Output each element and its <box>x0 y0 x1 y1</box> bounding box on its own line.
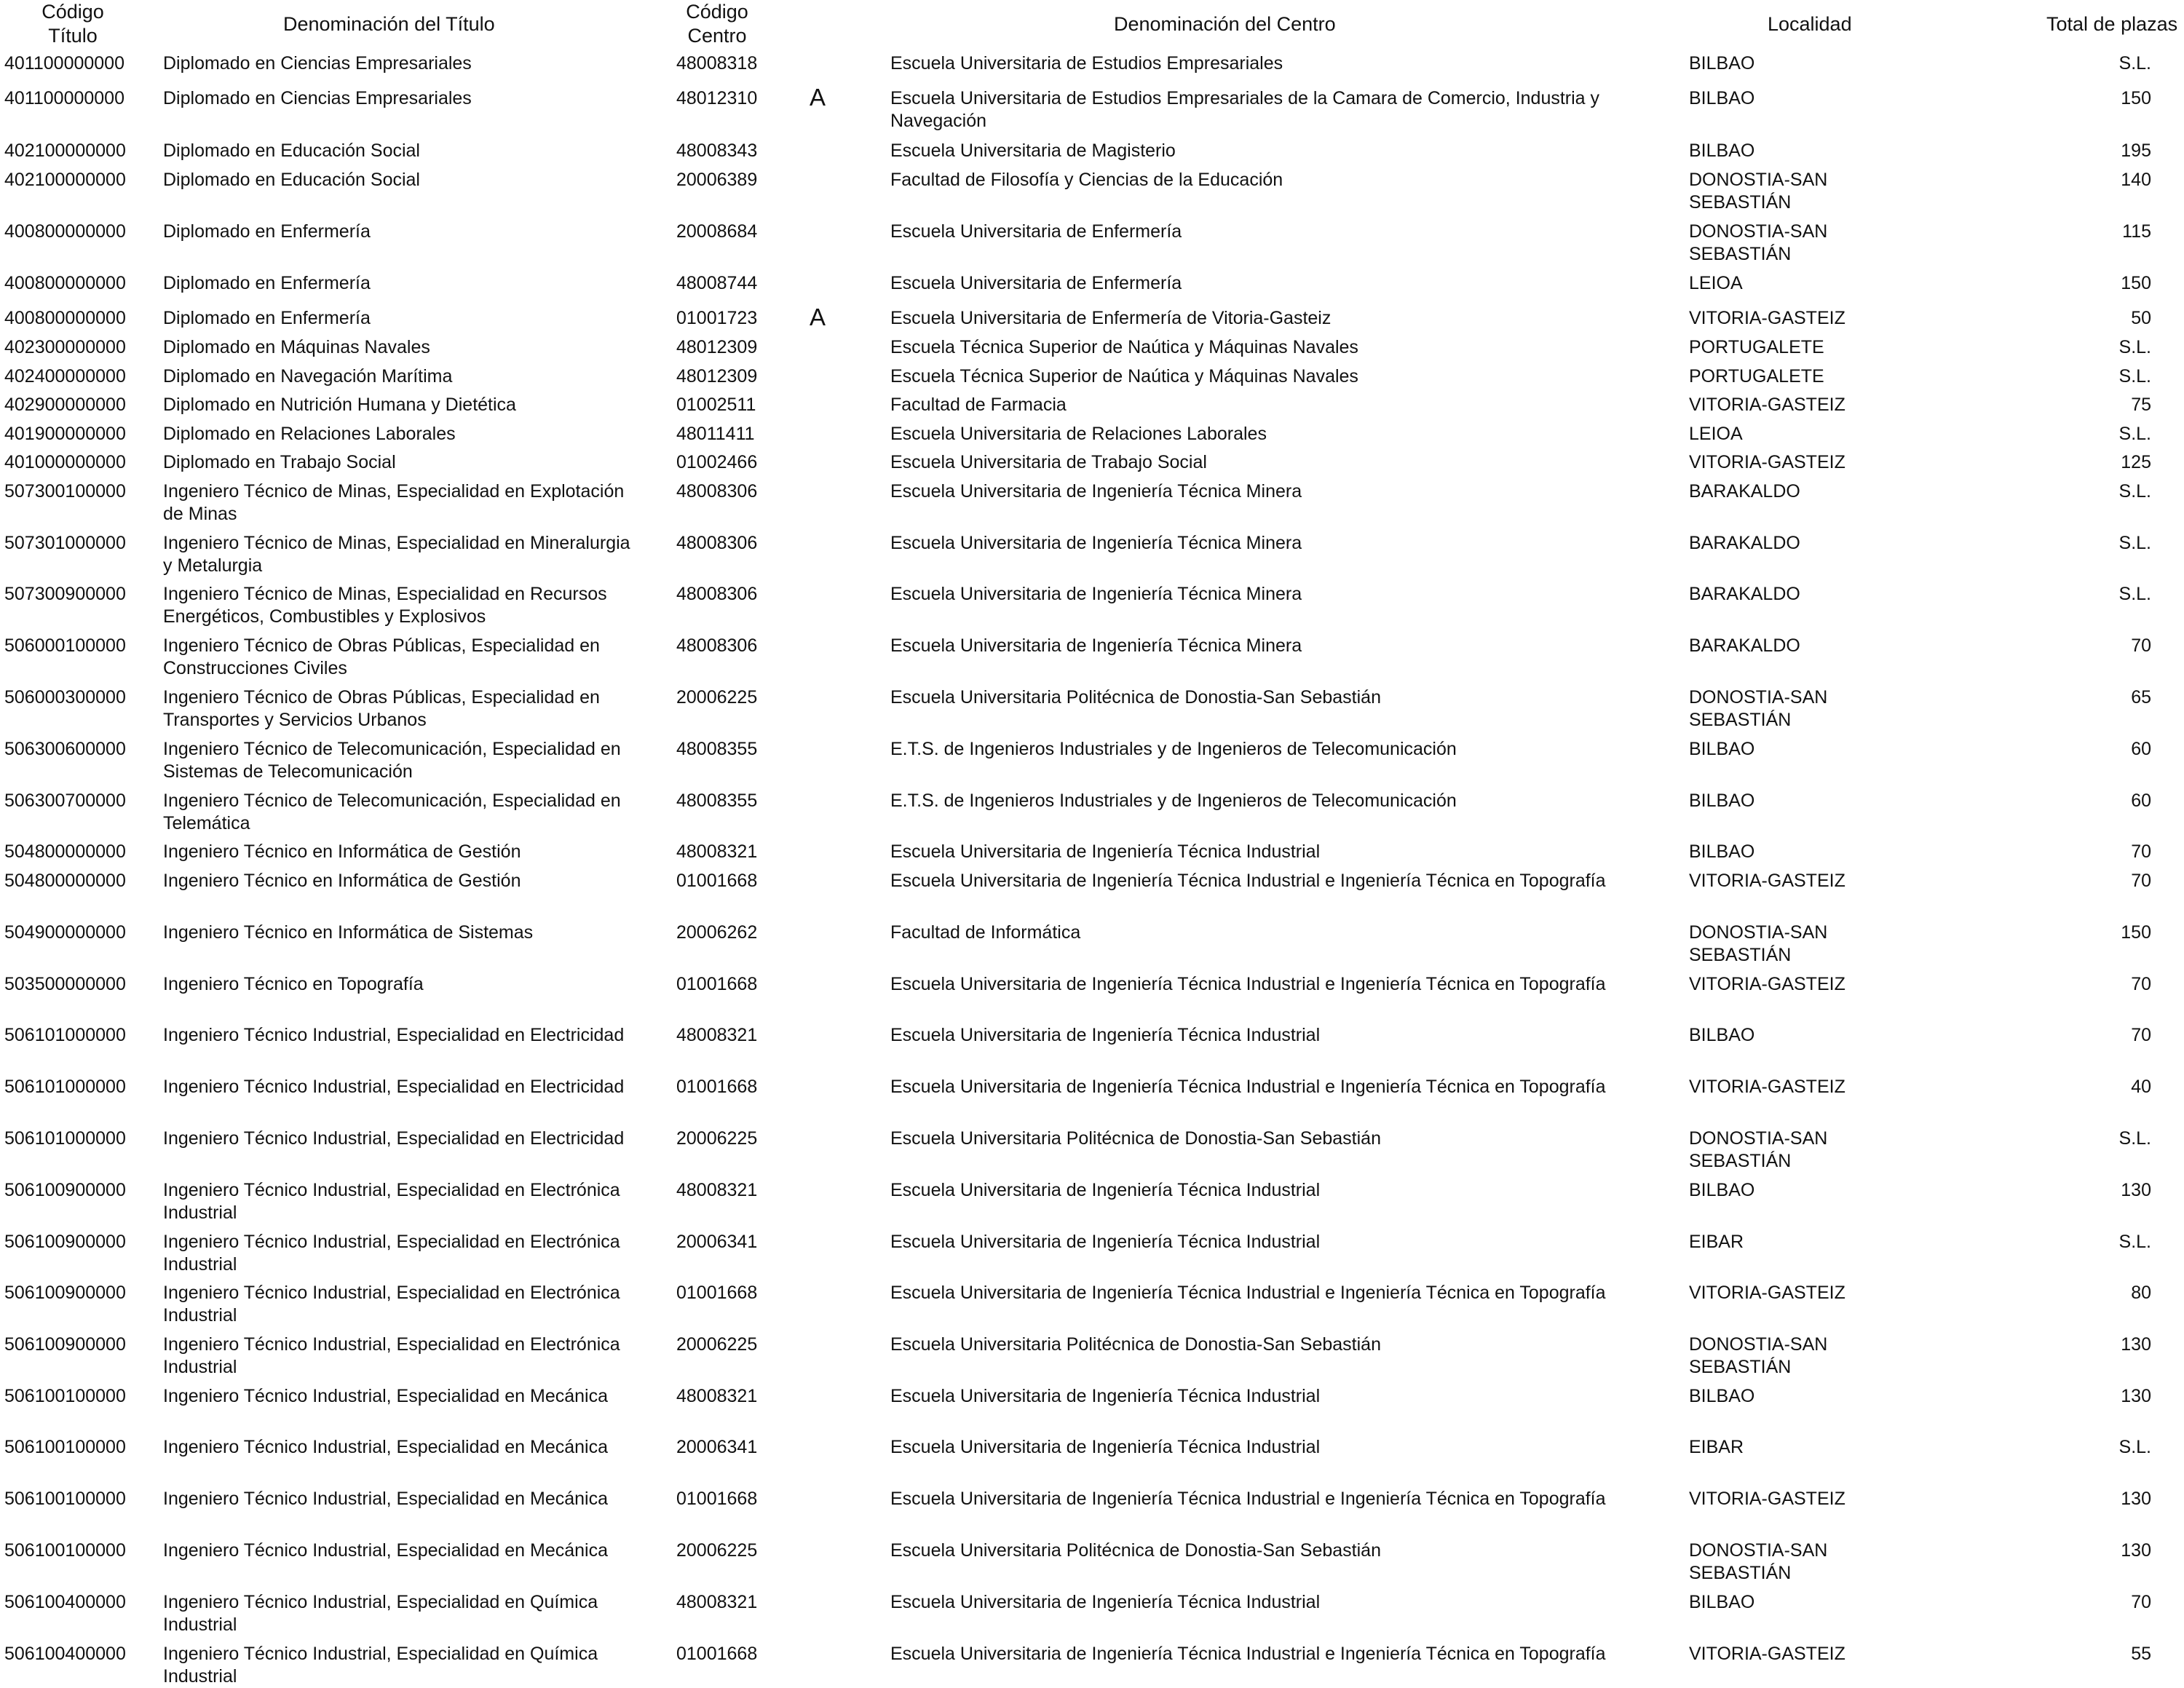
codigo-titulo-cell: 400800000000 <box>4 273 126 293</box>
denominacion-centro-cell: Escuela Universitaria de Ingeniería Técnica Industrial <box>890 1025 1321 1045</box>
codigo-centro-cell: 48008321 <box>676 1025 758 1045</box>
codigo-titulo-cell: 402300000000 <box>4 337 126 357</box>
codigo-centro-cell: 20006389 <box>676 170 758 190</box>
denominacion-titulo-cell: Diplomado en Enfermería <box>163 308 371 328</box>
denominacion-centro-cell: Escuela Universitaria de Ingeniería Técnica Minera <box>890 533 1302 553</box>
denominacion-centro-cell: Escuela Universitaria Politécnica de Donostia-San Sebastián <box>890 687 1381 708</box>
codigo-titulo-cell: 506300600000 <box>4 739 126 759</box>
denominacion-titulo-cell: Ingeniero Técnico en Informática de Gestión <box>163 841 521 862</box>
denominacion-titulo-cell: Ingeniero Técnico Industrial, Especialidad en Mecánica <box>163 1540 609 1561</box>
codigo-centro-cell: 01002466 <box>676 452 758 472</box>
localidad-cell: BILBAO <box>1689 140 1755 161</box>
codigo-titulo-cell: 506100100000 <box>4 1540 126 1561</box>
denominacion-centro-cell: Escuela Universitaria de Magisterio <box>890 140 1176 161</box>
codigo-centro-cell: 48012310 <box>676 88 758 108</box>
total-plazas-cell: 65 <box>2131 687 2151 708</box>
total-plazas-cell: 195 <box>2121 140 2151 161</box>
total-plazas-cell: 70 <box>2131 841 2151 862</box>
codigo-centro-cell: 20006225 <box>676 1540 758 1561</box>
denominacion-centro-cell: Escuela Universitaria de Ingeniería Técnica Industrial <box>890 1437 1321 1457</box>
codigo-titulo-cell: 402400000000 <box>4 366 126 387</box>
denominacion-centro-cell: Escuela Universitaria de Ingeniería Técnica Industrial e Ingeniería Técnica en Topografía <box>890 871 1606 891</box>
localidad-cell: VITORIA-GASTEIZ <box>1689 871 1845 891</box>
denominacion-centro-cell: Escuela Universitaria de Ingeniería Técnica Industrial <box>890 1180 1321 1200</box>
denominacion-centro-cell: Escuela Universitaria de Estudios Empresariales <box>890 53 1283 74</box>
codigo-centro-cell: 48008321 <box>676 1592 758 1612</box>
total-plazas-cell: 70 <box>2131 871 2151 891</box>
total-plazas-cell: S.L. <box>2118 366 2151 387</box>
codigo-titulo-cell: 401000000000 <box>4 452 126 472</box>
denominacion-centro-cell: Escuela Técnica Superior de Naútica y Máquinas Navales <box>890 337 1358 357</box>
localidad-cell: BILBAO <box>1689 841 1755 862</box>
total-plazas-cell: S.L. <box>2118 481 2151 502</box>
total-plazas-cell: 80 <box>2131 1283 2151 1303</box>
localidad-cell: BILBAO <box>1689 1025 1755 1045</box>
total-plazas-cell: 70 <box>2131 1025 2151 1045</box>
denominacion-centro-cell: Escuela Universitaria de Ingeniería Técnica Industrial e Ingeniería Técnica en Topografía <box>890 1644 1606 1664</box>
localidad-cell: BARAKALDO <box>1689 533 1800 553</box>
total-plazas-cell: 150 <box>2121 922 2151 943</box>
localidad-cell: BILBAO <box>1689 1386 1755 1406</box>
localidad-cell: LEIOA <box>1689 273 1743 293</box>
total-plazas-cell: 115 <box>2122 221 2151 242</box>
denominacion-centro-cell: Escuela Universitaria de Ingeniería Técnica Minera <box>890 584 1302 604</box>
denominacion-titulo-cell: Ingeniero Técnico Industrial, Especialidad en Electricidad <box>163 1128 625 1149</box>
denominacion-titulo-cell: Diplomado en Enfermería <box>163 221 371 242</box>
denominacion-titulo-cell: Ingeniero Técnico Industrial, Especialidad en Mecánica <box>163 1489 609 1509</box>
localidad-cell: BILBAO <box>1689 790 1755 811</box>
localidad-cell: EIBAR <box>1689 1232 1744 1252</box>
header-codigo-titulo-line1: Código <box>41 1 104 23</box>
codigo-titulo-cell: 504900000000 <box>4 922 126 943</box>
denominacion-titulo-cell: Diplomado en Trabajo Social <box>163 452 396 472</box>
total-plazas-cell: 40 <box>2131 1077 2151 1097</box>
codigo-titulo-cell: 504800000000 <box>4 841 126 862</box>
total-plazas-cell: 50 <box>2131 308 2151 328</box>
denominacion-titulo-cell: Ingeniero Técnico de Minas, Especialidad en Recursos Energéticos, Combustibles y Explosivos <box>163 584 607 627</box>
denominacion-titulo-cell: Diplomado en Máquinas Navales <box>163 337 430 357</box>
marca-cell: A <box>810 84 826 111</box>
header-codigo-centro-line2: Centro <box>687 25 747 47</box>
denominacion-titulo-cell: Ingeniero Técnico en Informática de Sistemas <box>163 922 534 943</box>
codigo-centro-cell: 01001668 <box>676 974 758 994</box>
denominacion-titulo-cell: Diplomado en Ciencias Empresariales <box>163 53 472 74</box>
denominacion-titulo-cell: Ingeniero Técnico en Topografía <box>163 974 424 994</box>
codigo-titulo-cell: 506100100000 <box>4 1489 126 1509</box>
codigo-titulo-cell: 506300700000 <box>4 790 126 811</box>
codigo-titulo-cell: 506100100000 <box>4 1386 126 1406</box>
header-codigo-titulo <box>29 0 116 48</box>
codigo-titulo-cell: 401900000000 <box>4 424 126 444</box>
localidad-cell: DONOSTIA-SAN SEBASTIÁN <box>1689 922 1828 965</box>
denominacion-centro-cell: E.T.S. de Ingenieros Industriales y de Ingenieros de Telecomunicación <box>890 739 1457 759</box>
denominacion-titulo-cell: Ingeniero Técnico Industrial, Especialidad en Química Industrial <box>163 1644 598 1687</box>
codigo-titulo-cell: 506100400000 <box>4 1592 126 1612</box>
localidad-cell: PORTUGALETE <box>1689 337 1824 357</box>
denominacion-centro-cell: Escuela Universitaria de Enfermería <box>890 221 1182 242</box>
denominacion-centro-cell: Escuela Universitaria de Relaciones Laborales <box>890 424 1267 444</box>
codigo-centro-cell: 48008318 <box>676 53 758 74</box>
denominacion-titulo-cell: Diplomado en Educación Social <box>163 140 420 161</box>
denominacion-titulo-cell: Ingeniero Técnico de Obras Públicas, Especialidad en Transportes y Servicios Urbanos <box>163 687 600 730</box>
localidad-cell: BILBAO <box>1689 88 1755 108</box>
localidad-cell: DONOSTIA-SAN SEBASTIÁN <box>1689 170 1828 213</box>
localidad-cell: VITORIA-GASTEIZ <box>1689 452 1845 472</box>
localidad-cell: DONOSTIA-SAN SEBASTIÁN <box>1689 1128 1828 1171</box>
header-codigo-titulo-line2: Título <box>48 25 98 47</box>
total-plazas-cell: S.L. <box>2118 53 2151 74</box>
codigo-titulo-cell: 507300900000 <box>4 584 126 604</box>
total-plazas-cell: S.L. <box>2118 1437 2151 1457</box>
localidad-cell: VITORIA-GASTEIZ <box>1689 308 1845 328</box>
localidad-cell: BARAKALDO <box>1689 635 1800 656</box>
total-plazas-cell: 55 <box>2131 1644 2151 1664</box>
denominacion-centro-cell: Escuela Universitaria de Ingeniería Técnica Minera <box>890 635 1302 656</box>
codigo-centro-cell: 20006341 <box>676 1437 758 1457</box>
localidad-cell: PORTUGALETE <box>1689 366 1824 387</box>
codigo-centro-cell: 01001668 <box>676 1283 758 1303</box>
codigo-titulo-cell: 506100900000 <box>4 1180 126 1200</box>
denominacion-titulo-cell: Ingeniero Técnico de Telecomunicación, Especialidad en Sistemas de Telecomunicación <box>163 739 621 782</box>
denominacion-titulo-cell: Ingeniero Técnico Industrial, Especialidad en Química Industrial <box>163 1592 598 1635</box>
denominacion-titulo-cell: Ingeniero Técnico Industrial, Especialidad en Electricidad <box>163 1025 625 1045</box>
codigo-centro-cell: 48008306 <box>676 533 758 553</box>
codigo-titulo-cell: 506101000000 <box>4 1077 126 1097</box>
localidad-cell: DONOSTIA-SAN SEBASTIÁN <box>1689 687 1828 730</box>
total-plazas-cell: 70 <box>2131 974 2151 994</box>
localidad-cell: BARAKALDO <box>1689 584 1800 604</box>
codigo-titulo-cell: 400800000000 <box>4 221 126 242</box>
codigo-centro-cell: 48008744 <box>676 273 758 293</box>
denominacion-titulo-cell: Diplomado en Enfermería <box>163 273 371 293</box>
denominacion-centro-cell: Escuela Universitaria de Ingeniería Técnica Industrial e Ingeniería Técnica en Topografía <box>890 1489 1606 1509</box>
denominacion-centro-cell: Facultad de Informática <box>890 922 1081 943</box>
denominacion-centro-cell: Facultad de Farmacia <box>890 395 1067 415</box>
denominacion-centro-cell: Escuela Universitaria de Ingeniería Técnica Minera <box>890 481 1302 502</box>
codigo-centro-cell: 48008355 <box>676 739 758 759</box>
codigo-titulo-cell: 506101000000 <box>4 1025 126 1045</box>
localidad-cell: EIBAR <box>1689 1437 1744 1457</box>
codigo-centro-cell: 01001668 <box>676 1644 758 1664</box>
header-total-plazas: Total de plazas <box>2046 13 2178 35</box>
localidad-cell: BILBAO <box>1689 53 1755 74</box>
total-plazas-cell: 130 <box>2121 1180 2151 1200</box>
denominacion-titulo-cell: Ingeniero Técnico Industrial, Especialidad en Electrónica Industrial <box>163 1180 620 1223</box>
denominacion-titulo-cell: Diplomado en Nutrición Humana y Dietética <box>163 395 516 415</box>
localidad-cell: VITORIA-GASTEIZ <box>1689 1644 1845 1664</box>
codigo-titulo-cell: 506000300000 <box>4 687 126 708</box>
codigo-centro-cell: 48008321 <box>676 1180 758 1200</box>
codigo-centro-cell: 48011411 <box>676 424 755 444</box>
localidad-cell: VITORIA-GASTEIZ <box>1689 1489 1845 1509</box>
denominacion-titulo-cell: Ingeniero Técnico de Telecomunicación, Especialidad en Telemática <box>163 790 621 833</box>
denominacion-centro-cell: Escuela Universitaria Politécnica de Donostia-San Sebastián <box>890 1540 1381 1561</box>
codigo-centro-cell: 48008321 <box>676 841 758 862</box>
codigo-centro-cell: 20006262 <box>676 922 758 943</box>
localidad-cell: DONOSTIA-SAN SEBASTIÁN <box>1689 1334 1828 1377</box>
denominacion-centro-cell: Escuela Universitaria de Ingeniería Técnica Industrial <box>890 841 1321 862</box>
codigo-titulo-cell: 506100400000 <box>4 1644 126 1664</box>
denominacion-centro-cell: Escuela Universitaria de Ingeniería Técnica Industrial <box>890 1386 1321 1406</box>
codigo-centro-cell: 20008684 <box>676 221 758 242</box>
codigo-titulo-cell: 402100000000 <box>4 140 126 161</box>
codigo-centro-cell: 01001723 <box>676 308 758 328</box>
header-denominacion-centro: Denominación del Centro <box>1114 13 1336 35</box>
header-codigo-centro <box>673 0 761 48</box>
denominacion-titulo-cell: Ingeniero Técnico Industrial, Especialidad en Electricidad <box>163 1077 625 1097</box>
total-plazas-cell: 150 <box>2121 273 2151 293</box>
total-plazas-cell: S.L. <box>2118 1128 2151 1149</box>
denominacion-centro-cell: Escuela Universitaria de Ingeniería Técnica Industrial <box>890 1232 1321 1252</box>
total-plazas-cell: 130 <box>2121 1386 2151 1406</box>
denominacion-titulo-cell: Ingeniero Técnico Industrial, Especialidad en Mecánica <box>163 1386 609 1406</box>
total-plazas-cell: S.L. <box>2118 533 2151 553</box>
total-plazas-cell: 70 <box>2131 1592 2151 1612</box>
total-plazas-cell: 130 <box>2121 1540 2151 1561</box>
codigo-centro-cell: 48008306 <box>676 635 758 656</box>
denominacion-titulo-cell: Ingeniero Técnico Industrial, Especialidad en Electrónica Industrial <box>163 1283 620 1326</box>
codigo-centro-cell: 01002511 <box>676 395 756 415</box>
codigo-titulo-cell: 402900000000 <box>4 395 126 415</box>
denominacion-centro-cell: Escuela Universitaria de Ingeniería Técnica Industrial e Ingeniería Técnica en Topografía <box>890 1077 1606 1097</box>
total-plazas-cell: 150 <box>2121 88 2151 108</box>
codigo-centro-cell: 48012309 <box>676 337 758 357</box>
codigo-titulo-cell: 506100900000 <box>4 1334 126 1355</box>
localidad-cell: BILBAO <box>1689 1180 1755 1200</box>
localidad-cell: BILBAO <box>1689 1592 1755 1612</box>
codigo-titulo-cell: 504800000000 <box>4 871 126 891</box>
total-plazas-cell: S.L. <box>2118 1232 2151 1252</box>
codigo-centro-cell: 20006225 <box>676 687 758 708</box>
denominacion-titulo-cell: Ingeniero Técnico de Minas, Especialidad en Mineralurgia y Metalurgia <box>163 533 630 576</box>
denominacion-centro-cell: Escuela Universitaria de Ingeniería Técnica Industrial e Ingeniería Técnica en Topografía <box>890 974 1606 994</box>
total-plazas-cell: S.L. <box>2118 424 2151 444</box>
codigo-centro-cell: 48012309 <box>676 366 758 387</box>
codigo-centro-cell: 01001668 <box>676 1489 758 1509</box>
localidad-cell: VITORIA-GASTEIZ <box>1689 1283 1845 1303</box>
localidad-cell: VITORIA-GASTEIZ <box>1689 395 1845 415</box>
denominacion-titulo-cell: Ingeniero Técnico Industrial, Especialidad en Mecánica <box>163 1437 609 1457</box>
codigo-centro-cell: 48008306 <box>676 481 758 502</box>
total-plazas-cell: 60 <box>2131 790 2151 811</box>
total-plazas-cell: 140 <box>2121 170 2151 190</box>
codigo-titulo-cell: 506100100000 <box>4 1437 126 1457</box>
denominacion-titulo-cell: Diplomado en Educación Social <box>163 170 420 190</box>
codigo-titulo-cell: 401100000000 <box>4 53 124 74</box>
total-plazas-cell: 130 <box>2121 1489 2151 1509</box>
codigo-titulo-cell: 506100900000 <box>4 1283 126 1303</box>
total-plazas-cell: 75 <box>2131 395 2151 415</box>
codigo-titulo-cell: 506000100000 <box>4 635 126 656</box>
denominacion-titulo-cell: Ingeniero Técnico de Obras Públicas, Especialidad en Construcciones Civiles <box>163 635 600 678</box>
codigo-centro-cell: 01001668 <box>676 871 758 891</box>
codigo-titulo-cell: 506101000000 <box>4 1128 126 1149</box>
total-plazas-cell: 130 <box>2121 1334 2151 1355</box>
denominacion-centro-cell: Escuela Universitaria de Enfermería de Vitoria-Gasteiz <box>890 308 1332 328</box>
header-localidad: Localidad <box>1768 13 1852 35</box>
codigo-titulo-cell: 401100000000 <box>4 88 124 108</box>
codigo-centro-cell: 20006225 <box>676 1128 758 1149</box>
localidad-cell: DONOSTIA-SAN SEBASTIÁN <box>1689 1540 1828 1583</box>
marca-cell: A <box>810 304 826 330</box>
denominacion-centro-cell: Escuela Universitaria de Ingeniería Técnica Industrial e Ingeniería Técnica en Topografía <box>890 1283 1606 1303</box>
codigo-centro-cell: 48008355 <box>676 790 758 811</box>
codigo-titulo-cell: 402100000000 <box>4 170 126 190</box>
localidad-cell: VITORIA-GASTEIZ <box>1689 974 1845 994</box>
denominacion-centro-cell: Escuela Universitaria de Estudios Empresariales de la Camara de Comercio, Industria y Navegación <box>890 88 1600 131</box>
codigo-centro-cell: 20006225 <box>676 1334 758 1355</box>
localidad-cell: VITORIA-GASTEIZ <box>1689 1077 1845 1097</box>
denominacion-centro-cell: Escuela Universitaria de Enfermería <box>890 273 1182 293</box>
localidad-cell: BARAKALDO <box>1689 481 1800 502</box>
denominacion-centro-cell: Escuela Universitaria Politécnica de Donostia-San Sebastián <box>890 1334 1381 1355</box>
denominacion-titulo-cell: Ingeniero Técnico en Informática de Gestión <box>163 871 521 891</box>
codigo-titulo-cell: 507301000000 <box>4 533 126 553</box>
denominacion-titulo-cell: Ingeniero Técnico Industrial, Especialidad en Electrónica Industrial <box>163 1334 620 1377</box>
total-plazas-cell: 125 <box>2121 452 2151 472</box>
localidad-cell: BILBAO <box>1689 739 1755 759</box>
total-plazas-cell: 60 <box>2131 739 2151 759</box>
total-plazas-cell: S.L. <box>2118 337 2151 357</box>
denominacion-titulo-cell: Diplomado en Navegación Marítima <box>163 366 453 387</box>
codigo-titulo-cell: 507300100000 <box>4 481 126 502</box>
codigo-titulo-cell: 400800000000 <box>4 308 126 328</box>
denominacion-centro-cell: Escuela Técnica Superior de Naútica y Máquinas Navales <box>890 366 1358 387</box>
header-codigo-centro-line1: Código <box>686 1 748 23</box>
localidad-cell: LEIOA <box>1689 424 1743 444</box>
header-denominacion-titulo: Denominación del Título <box>283 13 495 35</box>
denominacion-centro-cell: Escuela Universitaria de Trabajo Social <box>890 452 1207 472</box>
denominacion-titulo-cell: Diplomado en Relaciones Laborales <box>163 424 456 444</box>
codigo-titulo-cell: 503500000000 <box>4 974 126 994</box>
localidad-cell: DONOSTIA-SAN SEBASTIÁN <box>1689 221 1828 264</box>
codigo-centro-cell: 01001668 <box>676 1077 758 1097</box>
denominacion-centro-cell: Escuela Universitaria Politécnica de Donostia-San Sebastián <box>890 1128 1381 1149</box>
denominacion-centro-cell: Escuela Universitaria de Ingeniería Técnica Industrial <box>890 1592 1321 1612</box>
total-plazas-cell: S.L. <box>2118 584 2151 604</box>
denominacion-centro-cell: E.T.S. de Ingenieros Industriales y de Ingenieros de Telecomunicación <box>890 790 1457 811</box>
denominacion-titulo-cell: Ingeniero Técnico Industrial, Especialidad en Electrónica Industrial <box>163 1232 620 1275</box>
denominacion-centro-cell: Facultad de Filosofía y Ciencias de la Educación <box>890 170 1283 190</box>
denominacion-titulo-cell: Ingeniero Técnico de Minas, Especialidad en Explotación de Minas <box>163 481 625 524</box>
total-plazas-cell: 70 <box>2131 635 2151 656</box>
codigo-centro-cell: 48008306 <box>676 584 758 604</box>
codigo-centro-cell: 48008321 <box>676 1386 758 1406</box>
denominacion-titulo-cell: Diplomado en Ciencias Empresariales <box>163 88 472 108</box>
codigo-centro-cell: 48008343 <box>676 140 758 161</box>
codigo-titulo-cell: 506100900000 <box>4 1232 126 1252</box>
codigo-centro-cell: 20006341 <box>676 1232 758 1252</box>
